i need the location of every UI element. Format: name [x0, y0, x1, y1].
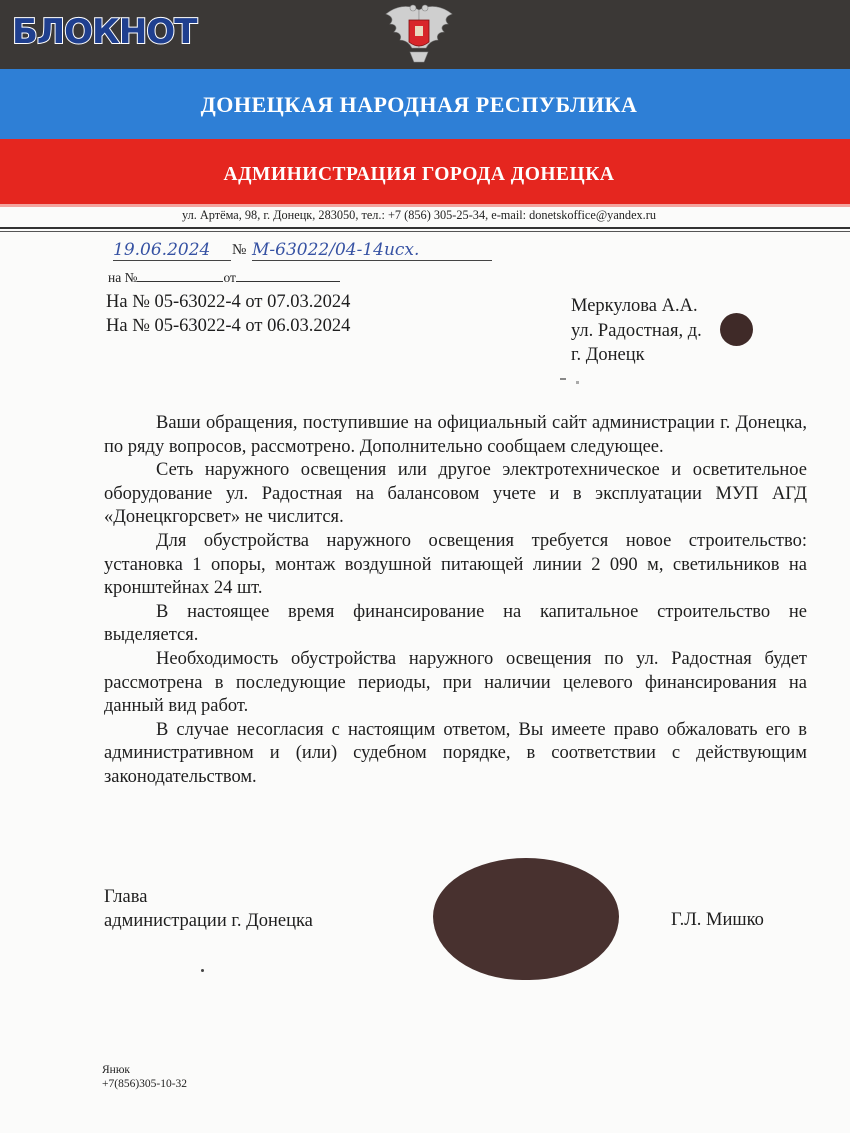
reference-line: На № 05-63022-4 от 06.03.2024	[106, 316, 351, 336]
recipient-name: Меркулова А.А.	[571, 296, 698, 316]
letter-body	[104, 412, 807, 790]
divider-thin	[0, 231, 850, 232]
recipient-block	[571, 294, 702, 368]
recipient-city: г. Донецк	[571, 345, 645, 365]
body-paragraph: Сеть наружного освещения или другое электротехническое и осветительное оборудование ул. Радостная на балансовом учете и в эксплуатации МУП АГД «Донецкгорсвет» не числится.	[104, 460, 807, 528]
ot-blank	[236, 270, 340, 282]
body-paragraph: В случае несогласия с настоящим ответом, Вы имеете право обжаловать его в административном и (или) судебном порядке, в соответствии с действующим законодательством.	[104, 719, 807, 787]
signatory-title-line2: администрации г. Донецка	[104, 911, 313, 931]
divider-thick	[0, 227, 850, 229]
administration-title: АДМИНИСТРАЦИЯ ГОРОДА ДОНЕЦКА	[223, 164, 615, 185]
executor-block	[102, 1064, 187, 1091]
redaction-signature	[433, 858, 619, 980]
ot-label: от	[223, 270, 236, 285]
scan-speck	[576, 381, 579, 384]
body-paragraph: Ваши обращения, поступившие на официальный сайт администрации г. Донецка, по ряду вопросов, рассмотрено. Дополнительно сообщаем следующее.	[104, 413, 807, 457]
signatory-name: Г.Л. Мишко	[671, 910, 764, 930]
republic-title: ДОНЕЦКАЯ НАРОДНАЯ РЕСПУБЛИКА	[200, 92, 638, 117]
body-paragraph: В настоящее время финансирование на капитальное строительство не выделяется.	[104, 601, 807, 646]
na-no-blank	[137, 270, 223, 282]
bloknot-logo	[12, 12, 196, 52]
executor-phone: +7(856)305-10-32	[102, 1077, 188, 1090]
registration-number: М-63022/04-14исх.	[252, 240, 492, 261]
reference-line: На № 05-63022-4 от 07.03.2024	[106, 292, 351, 312]
letterhead-address: ул. Артёма, 98, г. Донецк, 283050, тел.: +7 (856) 305-25-34, e-mail: donetskoffice@yandex.ru	[182, 208, 656, 222]
scan-speck	[560, 378, 566, 380]
registration-no-sign: №	[232, 242, 247, 258]
signatory-title-line1: Глава	[104, 887, 148, 907]
bloknot-logo-text: БЛОКНОТ	[12, 12, 197, 52]
registration-date: 19.06.2024	[113, 240, 231, 261]
scan-speck	[201, 969, 204, 972]
dpr-coat-of-arms-icon	[378, 0, 460, 68]
na-no-label: на №	[108, 270, 138, 285]
recipient-street: ул. Радостная, д.	[571, 320, 702, 341]
body-paragraph: Для обустройства наружного освещения требуется новое строительство: установка 1 опоры, монтаж воздушной питающей линии 2 090 м, светильников на кронштейнах 24 шт.	[104, 530, 807, 599]
signatory-title	[104, 885, 313, 933]
reply-to-field	[108, 270, 340, 286]
redaction-house-number	[720, 313, 753, 346]
executor-name: Янюк	[102, 1064, 131, 1076]
body-paragraph: Необходимость обустройства наружного освещения по ул. Радостная будет рассмотрена в последующие периоды, при наличии целевого финансирования на данный вид работ.	[104, 648, 807, 717]
